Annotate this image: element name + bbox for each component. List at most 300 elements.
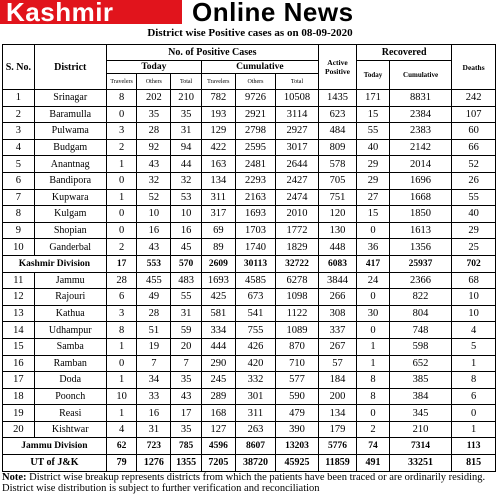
table-cell: 1435 [318, 90, 356, 107]
table-cell: 1693 [235, 206, 275, 223]
table-cell: 69 [201, 222, 235, 239]
table-cell: 384 [389, 388, 451, 405]
table-cell: 2384 [389, 106, 451, 123]
table-cell: 0 [357, 289, 390, 306]
table-cell: 0 [106, 206, 137, 223]
table-cell: 577 [276, 372, 319, 389]
table-cell: 94 [171, 139, 202, 156]
table-cell: 31 [137, 421, 171, 438]
table-cell: 52 [137, 189, 171, 206]
table-cell: 1 [106, 189, 137, 206]
header-today-travelers: Travelers [106, 74, 137, 90]
header-cumulative: Cumulative [201, 61, 318, 74]
table-cell: 7 [137, 355, 171, 372]
table-row [3, 421, 496, 438]
table-cell: 120 [318, 206, 356, 223]
table-cell: 10 [452, 305, 496, 322]
serial-number: 19 [3, 405, 35, 422]
serial-number: 14 [3, 322, 35, 339]
table-cell: 8 [357, 388, 390, 405]
district-name: Kulgam [34, 206, 106, 223]
table-cell: 0 [357, 222, 390, 239]
serial-number: 4 [3, 139, 35, 156]
table-cell: 31 [171, 123, 202, 140]
table-cell: 6083 [318, 255, 356, 272]
table-cell: 2609 [201, 255, 235, 272]
table-cell: 4585 [235, 272, 275, 289]
table-cell: 15 [357, 206, 390, 223]
table-cell: 15 [357, 106, 390, 123]
table-cell: 804 [389, 305, 451, 322]
table-cell: 267 [318, 338, 356, 355]
table-cell: 1356 [389, 239, 451, 256]
table-cell: 8607 [235, 438, 275, 455]
table-cell: 3844 [318, 272, 356, 289]
banner-title-part1: Kashmir [0, 0, 182, 24]
table-cell: 3017 [276, 139, 319, 156]
table-cell: 43 [137, 156, 171, 173]
table-row [3, 222, 496, 239]
header-recovered-cumulative: Cumulative [389, 61, 451, 90]
table-cell: 27 [357, 189, 390, 206]
table-cell: 20 [171, 338, 202, 355]
district-name: Poonch [34, 388, 106, 405]
table-cell: 55 [357, 123, 390, 140]
table-cell: 113 [452, 438, 496, 455]
table-cell: 52 [452, 156, 496, 173]
table-cell: 4596 [201, 438, 235, 455]
table-cell: 57 [318, 355, 356, 372]
note-line-1: District wise breakup represents districts from which the patients have been traced or are ordinarily residing. [29, 472, 486, 483]
table-cell: 193 [201, 106, 235, 123]
table-cell: 0 [452, 405, 496, 422]
table-cell: 5 [452, 338, 496, 355]
table-cell: 127 [201, 421, 235, 438]
table-cell: 570 [171, 255, 202, 272]
table-cell: 35 [137, 106, 171, 123]
table-cell: 210 [389, 421, 451, 438]
table-cell: 710 [276, 355, 319, 372]
table-row [3, 189, 496, 206]
table-cell: 673 [235, 289, 275, 306]
header-recovered-today: Today [357, 61, 390, 90]
district-name: Baramulla [34, 106, 106, 123]
table-cell: 16 [171, 222, 202, 239]
table-cell: 1613 [389, 222, 451, 239]
header-today-total: Total [171, 74, 202, 90]
table-cell: 785 [171, 438, 202, 455]
table-cell: 2481 [235, 156, 275, 173]
table-cell: 301 [235, 388, 275, 405]
table-cell: 578 [318, 156, 356, 173]
header-cumulative-others: Others [235, 74, 275, 90]
table-cell: 417 [357, 255, 390, 272]
table-row [3, 123, 496, 140]
serial-number: 5 [3, 156, 35, 173]
table-cell: 1703 [235, 222, 275, 239]
table-cell: 10 [452, 289, 496, 306]
table-cell: 2927 [276, 123, 319, 140]
table-cell: 2427 [276, 172, 319, 189]
table-cell: 422 [201, 139, 235, 156]
table-cell: 2644 [276, 156, 319, 173]
table-cell: 1 [106, 405, 137, 422]
table-cell: 62 [106, 438, 137, 455]
table-cell: 28 [106, 272, 137, 289]
table-cell: 35 [171, 421, 202, 438]
table-cell: 2010 [276, 206, 319, 223]
table-cell: 28 [137, 123, 171, 140]
serial-number: 10 [3, 239, 35, 256]
table-cell: 491 [357, 455, 390, 472]
table-row [3, 322, 496, 339]
table-cell: 332 [235, 372, 275, 389]
table-cell: 1276 [137, 455, 171, 472]
table-row [3, 272, 496, 289]
table-cell: 7205 [201, 455, 235, 472]
serial-number: 2 [3, 106, 35, 123]
district-name: Anantnag [34, 156, 106, 173]
table-cell: 0 [106, 222, 137, 239]
header-today-others: Others [137, 74, 171, 90]
cases-table [2, 44, 496, 472]
table-cell: 2014 [389, 156, 451, 173]
table-cell: 5776 [318, 438, 356, 455]
table-cell: 6 [452, 388, 496, 405]
table-cell: 426 [235, 338, 275, 355]
table-cell: 29 [357, 172, 390, 189]
table-cell: 1 [452, 355, 496, 372]
table-cell: 0 [106, 355, 137, 372]
table-cell: 266 [318, 289, 356, 306]
table-cell: 0 [106, 106, 137, 123]
summary-label: Jammu Division [3, 438, 107, 455]
table-cell: 51 [137, 322, 171, 339]
table-row [3, 139, 496, 156]
table-cell: 2163 [235, 189, 275, 206]
table-cell: 89 [201, 239, 235, 256]
table-cell: 35 [171, 372, 202, 389]
table-cell: 444 [201, 338, 235, 355]
table-cell: 311 [235, 405, 275, 422]
header-recovered: Recovered [357, 45, 452, 61]
table-cell: 10 [137, 206, 171, 223]
table-cell: 1 [357, 338, 390, 355]
table-cell: 8 [106, 90, 137, 107]
table-cell: 30 [357, 305, 390, 322]
table-cell: 10 [171, 206, 202, 223]
table-cell: 40 [357, 139, 390, 156]
table-cell: 130 [318, 222, 356, 239]
serial-number: 17 [3, 372, 35, 389]
header-cumulative-travelers: Travelers [201, 74, 235, 90]
table-cell: 8 [452, 372, 496, 389]
table-cell: 289 [201, 388, 235, 405]
serial-number: 12 [3, 289, 35, 306]
table-cell: 702 [452, 255, 496, 272]
district-name: Kupwara [34, 189, 106, 206]
table-cell: 420 [235, 355, 275, 372]
serial-number: 20 [3, 421, 35, 438]
table-cell: 210 [171, 90, 202, 107]
district-name: Kishtwar [34, 421, 106, 438]
table-cell: 38720 [235, 455, 275, 472]
header-cumulative-total: Total [276, 74, 319, 90]
table-cell: 308 [318, 305, 356, 322]
table-cell: 1098 [276, 289, 319, 306]
table-row [3, 206, 496, 223]
table-cell: 1355 [171, 455, 202, 472]
header-district: District [34, 45, 106, 90]
table-cell: 28 [137, 305, 171, 322]
header-deaths: Deaths [452, 45, 496, 90]
table-cell: 1089 [276, 322, 319, 339]
table-row [3, 156, 496, 173]
table-cell: 33251 [389, 455, 451, 472]
table-cell: 6 [106, 289, 137, 306]
table-row [3, 305, 496, 322]
table-cell: 30113 [235, 255, 275, 272]
table-cell: 202 [137, 90, 171, 107]
table-cell: 49 [137, 289, 171, 306]
table-cell: 263 [235, 421, 275, 438]
table-cell: 4 [106, 421, 137, 438]
table-cell: 168 [201, 405, 235, 422]
district-name: Bandipora [34, 172, 106, 189]
serial-number: 1 [3, 90, 35, 107]
table-cell: 29 [452, 222, 496, 239]
table-cell: 479 [276, 405, 319, 422]
summary-label: UT of J&K [3, 455, 107, 472]
table-cell: 171 [357, 90, 390, 107]
table-cell: 33 [137, 388, 171, 405]
table-cell: 36 [357, 239, 390, 256]
table-cell: 8 [106, 322, 137, 339]
table-cell: 245 [201, 372, 235, 389]
table-row [3, 438, 496, 455]
table-cell: 815 [452, 455, 496, 472]
table-cell: 1696 [389, 172, 451, 189]
table-cell: 25 [452, 239, 496, 256]
table-cell: 751 [318, 189, 356, 206]
table-cell: 2 [106, 139, 137, 156]
table-cell: 134 [318, 405, 356, 422]
table-cell: 26 [452, 172, 496, 189]
table-cell: 1850 [389, 206, 451, 223]
table-cell: 1122 [276, 305, 319, 322]
district-name: Pulwama [34, 123, 106, 140]
serial-number: 7 [3, 189, 35, 206]
district-name: Ganderbal [34, 239, 106, 256]
table-cell: 25937 [389, 255, 451, 272]
table-cell: 45925 [276, 455, 319, 472]
table-cell: 748 [389, 322, 451, 339]
table-cell: 2 [357, 421, 390, 438]
table-cell: 11859 [318, 455, 356, 472]
table-cell: 74 [357, 438, 390, 455]
table-cell: 3 [106, 305, 137, 322]
table-cell: 17 [106, 255, 137, 272]
table-cell: 290 [201, 355, 235, 372]
table-cell: 390 [276, 421, 319, 438]
table-cell: 448 [318, 239, 356, 256]
table-cell: 1 [106, 338, 137, 355]
table-cell: 723 [137, 438, 171, 455]
table-cell: 2142 [389, 139, 451, 156]
table-cell: 55 [171, 289, 202, 306]
table-cell: 1772 [276, 222, 319, 239]
table-cell: 16 [137, 222, 171, 239]
serial-number: 3 [3, 123, 35, 140]
district-name: Ramban [34, 355, 106, 372]
table-cell: 598 [389, 338, 451, 355]
table-cell: 541 [235, 305, 275, 322]
table-cell: 2383 [389, 123, 451, 140]
table-cell: 1 [106, 156, 137, 173]
table-cell: 19 [137, 338, 171, 355]
table-row [3, 106, 496, 123]
table-cell: 3114 [276, 106, 319, 123]
table-cell: 24 [357, 272, 390, 289]
table-row [3, 372, 496, 389]
header-positive-cases: No. of Positive Cases [106, 45, 318, 61]
table-row [3, 172, 496, 189]
table-cell: 581 [201, 305, 235, 322]
table-cell: 317 [201, 206, 235, 223]
page-title: District wise Positive cases as on 08-09-2020 [147, 27, 353, 39]
table-cell: 44 [171, 156, 202, 173]
table-cell: 10508 [276, 90, 319, 107]
table-cell: 483 [171, 272, 202, 289]
table-cell: 45 [171, 239, 202, 256]
table-cell: 34 [137, 372, 171, 389]
table-cell: 35 [171, 106, 202, 123]
table-row [3, 239, 496, 256]
serial-number: 16 [3, 355, 35, 372]
table-cell: 2474 [276, 189, 319, 206]
table-cell: 2921 [235, 106, 275, 123]
note-label: Note: [2, 472, 27, 483]
table-cell: 553 [137, 255, 171, 272]
table-cell: 4 [452, 322, 496, 339]
table-cell: 1740 [235, 239, 275, 256]
table-cell: 2595 [235, 139, 275, 156]
table-cell: 652 [389, 355, 451, 372]
table-cell: 59 [171, 322, 202, 339]
table-cell: 179 [318, 421, 356, 438]
table-cell: 1693 [201, 272, 235, 289]
table-cell: 2 [106, 239, 137, 256]
table-cell: 163 [201, 156, 235, 173]
table-cell: 40 [452, 206, 496, 223]
table-row [3, 388, 496, 405]
table-cell: 1 [357, 355, 390, 372]
table-cell: 134 [201, 172, 235, 189]
serial-number: 15 [3, 338, 35, 355]
table-cell: 337 [318, 322, 356, 339]
table-cell: 29 [357, 156, 390, 173]
table-cell: 809 [318, 139, 356, 156]
header-sno: S. No. [3, 45, 35, 90]
table-cell: 8831 [389, 90, 451, 107]
table-cell: 334 [201, 322, 235, 339]
district-name: Doda [34, 372, 106, 389]
table-cell: 7 [171, 355, 202, 372]
table-cell: 200 [318, 388, 356, 405]
table-cell: 822 [389, 289, 451, 306]
table-cell: 1829 [276, 239, 319, 256]
table-cell: 184 [318, 372, 356, 389]
serial-number: 6 [3, 172, 35, 189]
district-name: Udhampur [34, 322, 106, 339]
table-cell: 0 [106, 172, 137, 189]
table-cell: 311 [201, 189, 235, 206]
table-cell: 705 [318, 172, 356, 189]
table-cell: 455 [137, 272, 171, 289]
table-cell: 10 [106, 388, 137, 405]
table-cell: 1 [106, 372, 137, 389]
note-line-2: District wise distribution is subject to further verification and reconciliation [2, 483, 320, 494]
table-cell: 2798 [235, 123, 275, 140]
table-cell: 3 [106, 123, 137, 140]
table-cell: 32 [171, 172, 202, 189]
serial-number: 9 [3, 222, 35, 239]
table-cell: 32 [137, 172, 171, 189]
district-name: Kathua [34, 305, 106, 322]
serial-number: 13 [3, 305, 35, 322]
table-cell: 385 [389, 372, 451, 389]
table-cell: 755 [235, 322, 275, 339]
table-cell: 53 [171, 189, 202, 206]
table-cell: 6278 [276, 272, 319, 289]
table-cell: 1668 [389, 189, 451, 206]
table-cell: 2366 [389, 272, 451, 289]
table-cell: 242 [452, 90, 496, 107]
table-cell: 484 [318, 123, 356, 140]
table-cell: 13203 [276, 438, 319, 455]
serial-number: 8 [3, 206, 35, 223]
table-cell: 623 [318, 106, 356, 123]
banner-title-part2: Online News [182, 0, 500, 24]
header-active-positive: Active Positive [318, 45, 356, 90]
table-cell: 2293 [235, 172, 275, 189]
table-cell: 9726 [235, 90, 275, 107]
table-cell: 66 [452, 139, 496, 156]
table-cell: 590 [276, 388, 319, 405]
table-cell: 0 [357, 405, 390, 422]
serial-number: 11 [3, 272, 35, 289]
serial-number: 18 [3, 388, 35, 405]
table-cell: 92 [137, 139, 171, 156]
table-cell: 32722 [276, 255, 319, 272]
table-cell: 0 [357, 322, 390, 339]
site-banner [0, 0, 500, 24]
table-cell: 16 [137, 405, 171, 422]
table-row [3, 455, 496, 472]
table-cell: 1 [452, 421, 496, 438]
table-cell: 17 [171, 405, 202, 422]
table-cell: 129 [201, 123, 235, 140]
table-row [3, 405, 496, 422]
district-name: Samba [34, 338, 106, 355]
table-cell: 870 [276, 338, 319, 355]
table-cell: 60 [452, 123, 496, 140]
district-name: Shopian [34, 222, 106, 239]
table-cell: 425 [201, 289, 235, 306]
table-cell: 43 [171, 388, 202, 405]
table-cell: 7314 [389, 438, 451, 455]
table-row [3, 338, 496, 355]
